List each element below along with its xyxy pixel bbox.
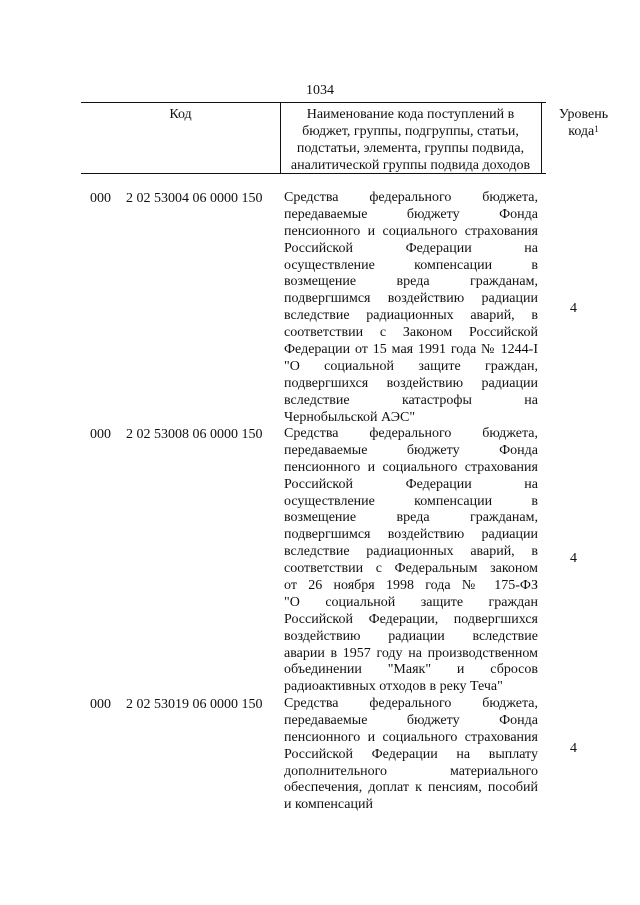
description-line: возмещение вреда гражданам, bbox=[284, 510, 538, 526]
header-level-cell bbox=[541, 103, 626, 173]
level-value: 4 bbox=[570, 301, 577, 316]
description-line: Федерации от 15 мая 1991 года № 1244-I bbox=[284, 342, 538, 358]
admin-code: 000 bbox=[90, 697, 111, 712]
description-line: соответствии с Федеральным законом bbox=[284, 561, 538, 577]
description-line: осуществление компенсации в bbox=[284, 257, 538, 273]
description-line: Российской Федерации на bbox=[284, 476, 538, 492]
row-description bbox=[284, 190, 538, 426]
description-line: вследствие катастрофы на bbox=[284, 392, 538, 408]
revenue-code: 2 02 53004 06 0000 150 bbox=[126, 191, 263, 206]
description-line: пенсионного и социального страхования bbox=[284, 729, 538, 745]
description-line: и компенсаций bbox=[284, 797, 373, 813]
admin-code: 000 bbox=[90, 191, 111, 206]
description-line: дополнительного материального bbox=[284, 763, 538, 779]
revenue-code: 2 02 53019 06 0000 150 bbox=[126, 697, 263, 712]
description-line: вследствие радиационных аварий, в bbox=[284, 544, 538, 560]
description-line: вследствие радиационных аварий, в bbox=[284, 308, 538, 324]
description-line: радиоактивных отходов в реку Теча" bbox=[284, 679, 503, 695]
description-line: Российской Федерации на bbox=[284, 240, 538, 256]
description-line: Чернобыльской АЭС" bbox=[284, 409, 416, 425]
description-line: подвергшимся воздействию радиации bbox=[284, 527, 538, 543]
row-description bbox=[284, 696, 538, 814]
header-level-line: Уровень bbox=[558, 107, 609, 122]
description-line: Средства федерального бюджета, bbox=[284, 190, 538, 205]
level-value: 4 bbox=[570, 741, 577, 756]
description-line: пенсионного и социального страхования bbox=[284, 223, 538, 239]
description-line: осуществление компенсации в bbox=[284, 493, 538, 509]
header-name-line: подстатьи, элемента, группы подвида, bbox=[296, 141, 525, 156]
description-line: возмещение вреда гражданам, bbox=[284, 274, 538, 290]
header-level-line bbox=[541, 123, 626, 140]
header-level-label: кода bbox=[568, 124, 595, 139]
header-name-cell bbox=[280, 103, 542, 173]
description-line: объединении "Маяк" и сбросов bbox=[284, 662, 538, 678]
description-line: воздействию радиации вследствие bbox=[284, 628, 538, 644]
description-line: Средства федерального бюджета, bbox=[284, 696, 538, 711]
admin-code: 000 bbox=[90, 427, 111, 442]
description-line: Средства федерального бюджета, bbox=[284, 426, 538, 441]
description-line: подвергшимся воздействию радиации bbox=[284, 291, 538, 307]
row-description bbox=[284, 426, 538, 696]
page-number: 1034 bbox=[306, 83, 334, 98]
description-line: обеспечения, доплат к пенсиям, пособий bbox=[284, 780, 538, 796]
header-name-line: Наименование кода поступлений в bbox=[306, 107, 515, 122]
description-line: Российской Федерации на выплату bbox=[284, 746, 538, 762]
description-line: Российской Федерации, подвергшихся bbox=[284, 611, 538, 627]
description-line: "О социальной защите граждан, bbox=[284, 358, 538, 374]
header-code-cell: Код bbox=[81, 103, 281, 173]
description-line: пенсионного и социального страхования bbox=[284, 459, 538, 475]
level-value: 4 bbox=[570, 551, 577, 566]
description-line: передаваемые бюджету Фонда bbox=[284, 206, 538, 222]
description-line: передаваемые бюджету Фонда bbox=[284, 712, 538, 728]
table-header bbox=[81, 102, 609, 174]
description-line: от 26 ноября 1998 года № 175-ФЗ bbox=[284, 578, 538, 594]
description-line: передаваемые бюджету Фонда bbox=[284, 442, 538, 458]
description-line: аварии в 1957 году на производственном bbox=[284, 645, 538, 661]
header-name-line: бюджет, группы, подгруппы, статьи, bbox=[302, 124, 519, 139]
header-name-line: аналитической группы подвида доходов bbox=[290, 158, 531, 173]
footnote-marker: 1 bbox=[594, 124, 599, 134]
description-line: "О социальной защите граждан bbox=[284, 594, 538, 610]
description-line: соответствии с Законом Российской bbox=[284, 325, 538, 341]
description-line: подвергшихся воздействию радиации bbox=[284, 375, 538, 391]
revenue-code: 2 02 53008 06 0000 150 bbox=[126, 427, 263, 442]
